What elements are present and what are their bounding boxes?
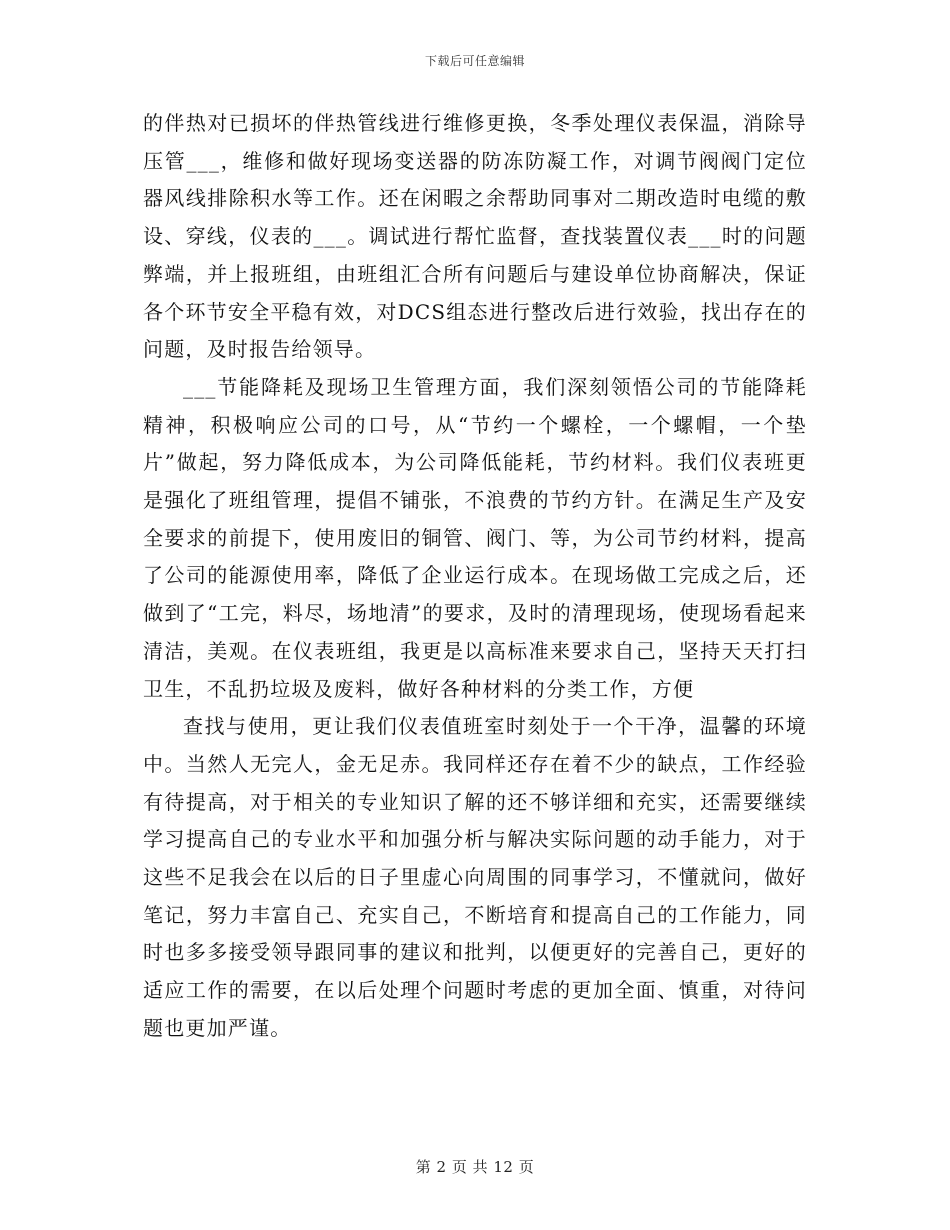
paragraph-1: 的伴热对已损坏的伴热管线进行维修更换，冬季处理仪表保温，消除导压管___，维修和做好现场变送器的防冻防凝工作，对调节阀阀门定位器风线排除积水等工作。还在闲暇之余帮助同事对二期改造时电缆的敷设、穿线，仪表的___。调试进行帮忙监督，查找装置仪表___时的问题弊端，并上报班组，由班组汇合所有问题后与建设单位协商解决，保证各个环节安全平稳有效，对DCS组态进行整改后进行效验，找出存在的问题，及时报告给领导。: [143, 111, 807, 362]
page-number-footer: 第 2 页 共 12 页: [415, 1158, 535, 1176]
document-body: [143, 105, 807, 1048]
paragraph-2: ___节能降耗及现场卫生管理方面，我们深刻领悟公司的节能降耗精神，积极响应公司的口号，从“节约一个螺栓，一个螺帽，一个垫片”做起，努力降低成本，为公司降低能耗，节约材料。我们仪表班更是强化了班组管理，提倡不铺张，不浪费的节约方针。在满足生产及安全要求的前提下，使用废旧的铜管、阀门、等，为公司节约材料，提高了公司的能源使用率，降低了企业运行成本。在现场做工完成之后，还做到了“工完，料尽，场地清”的要求，及时的清理现场，使现场看起来清洁，美观。在仪表班组，我更是以高标准来要求自己，坚持天天打扫卫生，不乱扔垃圾及废料，做好各种材料的分类工作，方便: [143, 374, 807, 701]
page-header-note: 下载后可任意编辑: [424, 54, 525, 68]
paragraph-3: 查找与使用，更让我们仪表值班室时刻处于一个干净，温馨的环境中。当然人无完人，金无足赤。我同样还存在着不少的缺点，工作经验有待提高，对于相关的专业知识了解的还不够详细和充实，还需要继续学习提高自己的专业水平和加强分析与解决实际问题的动手能力，对于这些不足我会在以后的日子里虚心向周围的同事学习，不懂就问，做好笔记，努力丰富自己、充实自己，不断培育和提高自己的工作能力，同时也多多接受领导跟同事的建议和批判，以便更好的完善自己，更好的适应工作的需要，在以后处理个问题时考虑的更加全面、慎重，对待问题也更加严谨。: [143, 714, 807, 1040]
